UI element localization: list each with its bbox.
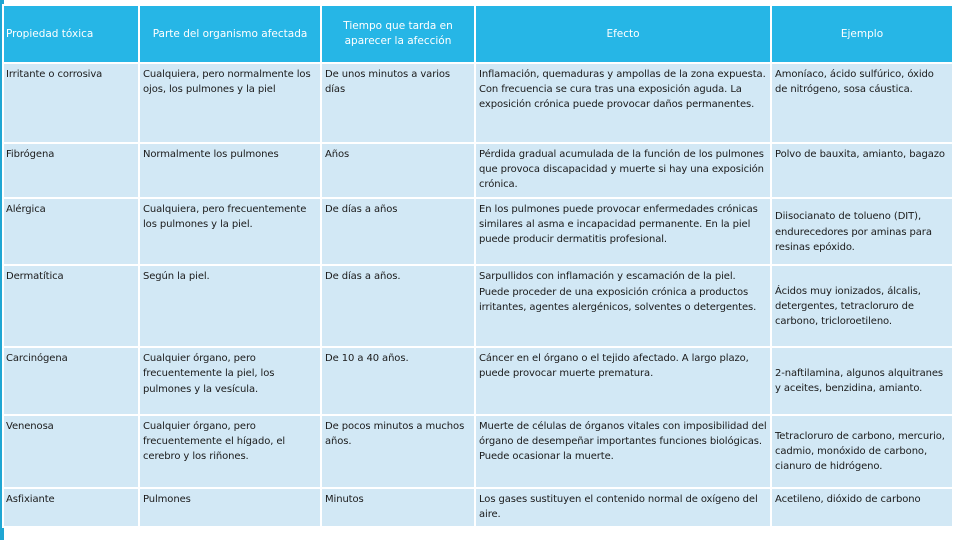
cell-example: 2-naftilamina, algunos alquitranes y aceites, benzidina, amianto.	[772, 348, 952, 413]
cell-time: De unos minutos a varios días	[322, 64, 474, 142]
table-row	[4, 64, 952, 142]
table-row	[4, 489, 952, 526]
header-time: Tiempo que tarda en aparecer la afección	[322, 6, 474, 62]
cell-example: Ácidos muy ionizados, álcalis, detergentes, tetracloruro de carbono, tricloroetileno.	[772, 266, 952, 346]
table-row	[4, 266, 952, 346]
cell-organ: Pulmones	[140, 489, 320, 526]
header-example: Ejemplo	[772, 6, 952, 62]
cell-property: Alérgica	[4, 199, 138, 264]
cell-example: Polvo de bauxita, amianto, bagazo	[772, 144, 952, 197]
cell-time: De 10 a 40 años.	[322, 348, 474, 413]
cell-organ: Cualquier órgano, pero frecuentemente la piel, los pulmones y la vesícula.	[140, 348, 320, 413]
table-row	[4, 416, 952, 488]
cell-effect: Cáncer en el órgano o el tejido afectado. A largo plazo, puede provocar muerte prematura.	[476, 348, 770, 413]
header-effect: Efecto	[476, 6, 770, 62]
cell-effect: En los pulmones puede provocar enfermedades crónicas similares al asma e incapacidad permanente. En la piel puede producir dermatitis profesional.	[476, 199, 770, 264]
cell-example: Tetracloruro de carbono, mercurio, cadmio, monóxido de carbono, cianuro de hidrógeno.	[772, 416, 952, 488]
toxicity-table	[2, 4, 954, 528]
cell-organ: Normalmente los pulmones	[140, 144, 320, 197]
cell-effect: Inflamación, quemaduras y ampollas de la zona expuesta. Con frecuencia se cura tras una exposición aguda. La exposición crónica puede provocar daños permanentes.	[476, 64, 770, 142]
cell-time: De días a años.	[322, 266, 474, 346]
toxicity-table-container	[2, 4, 950, 528]
cell-time: Años	[322, 144, 474, 197]
cell-effect: Muerte de células de órganos vitales con imposibilidad del órgano de desempeñar importantes funciones biológicas. Puede ocasionar la muerte.	[476, 416, 770, 488]
cell-property: Venenosa	[4, 416, 138, 488]
table-row	[4, 348, 952, 413]
cell-property: Fibrógena	[4, 144, 138, 197]
header-organ: Parte del organismo afectada	[140, 6, 320, 62]
cell-property: Asfixiante	[4, 489, 138, 526]
cell-effect: Los gases sustituyen el contenido normal de oxígeno del aire.	[476, 489, 770, 526]
header-property: Propiedad tóxica	[4, 6, 138, 62]
cell-time: Minutos	[322, 489, 474, 526]
cell-organ: Cualquier órgano, pero frecuentemente el hígado, el cerebro y los riñones.	[140, 416, 320, 488]
cell-organ: Cualquiera, pero normalmente los ojos, los pulmones y la piel	[140, 64, 320, 142]
table-header-row	[4, 6, 952, 62]
cell-example: Diisocianato de tolueno (DIT), endurecedores por aminas para resinas epóxido.	[772, 199, 952, 264]
cell-example: Acetileno, dióxido de carbono	[772, 489, 952, 526]
table-row	[4, 199, 952, 264]
cell-property: Carcinógena	[4, 348, 138, 413]
cell-time: De pocos minutos a muchos años.	[322, 416, 474, 488]
table-row	[4, 144, 952, 197]
cell-organ: Cualquiera, pero frecuentemente los pulmones y la piel.	[140, 199, 320, 264]
cell-time: De días a años	[322, 199, 474, 264]
cell-example: Amoníaco, ácido sulfúrico, óxido de nitrógeno, sosa cáustica.	[772, 64, 952, 142]
cell-organ: Según la piel.	[140, 266, 320, 346]
cell-property: Irritante o corrosiva	[4, 64, 138, 142]
cell-property: Dermatítica	[4, 266, 138, 346]
cell-effect: Sarpullidos con inflamación y escamación de la piel. Puede proceder de una exposición crónica a productos irritantes, agentes alergénicos, solventes o detergentes.	[476, 266, 770, 346]
cell-effect: Pérdida gradual acumulada de la función de los pulmones que provoca discapacidad y muerte si hay una exposición crónica.	[476, 144, 770, 197]
